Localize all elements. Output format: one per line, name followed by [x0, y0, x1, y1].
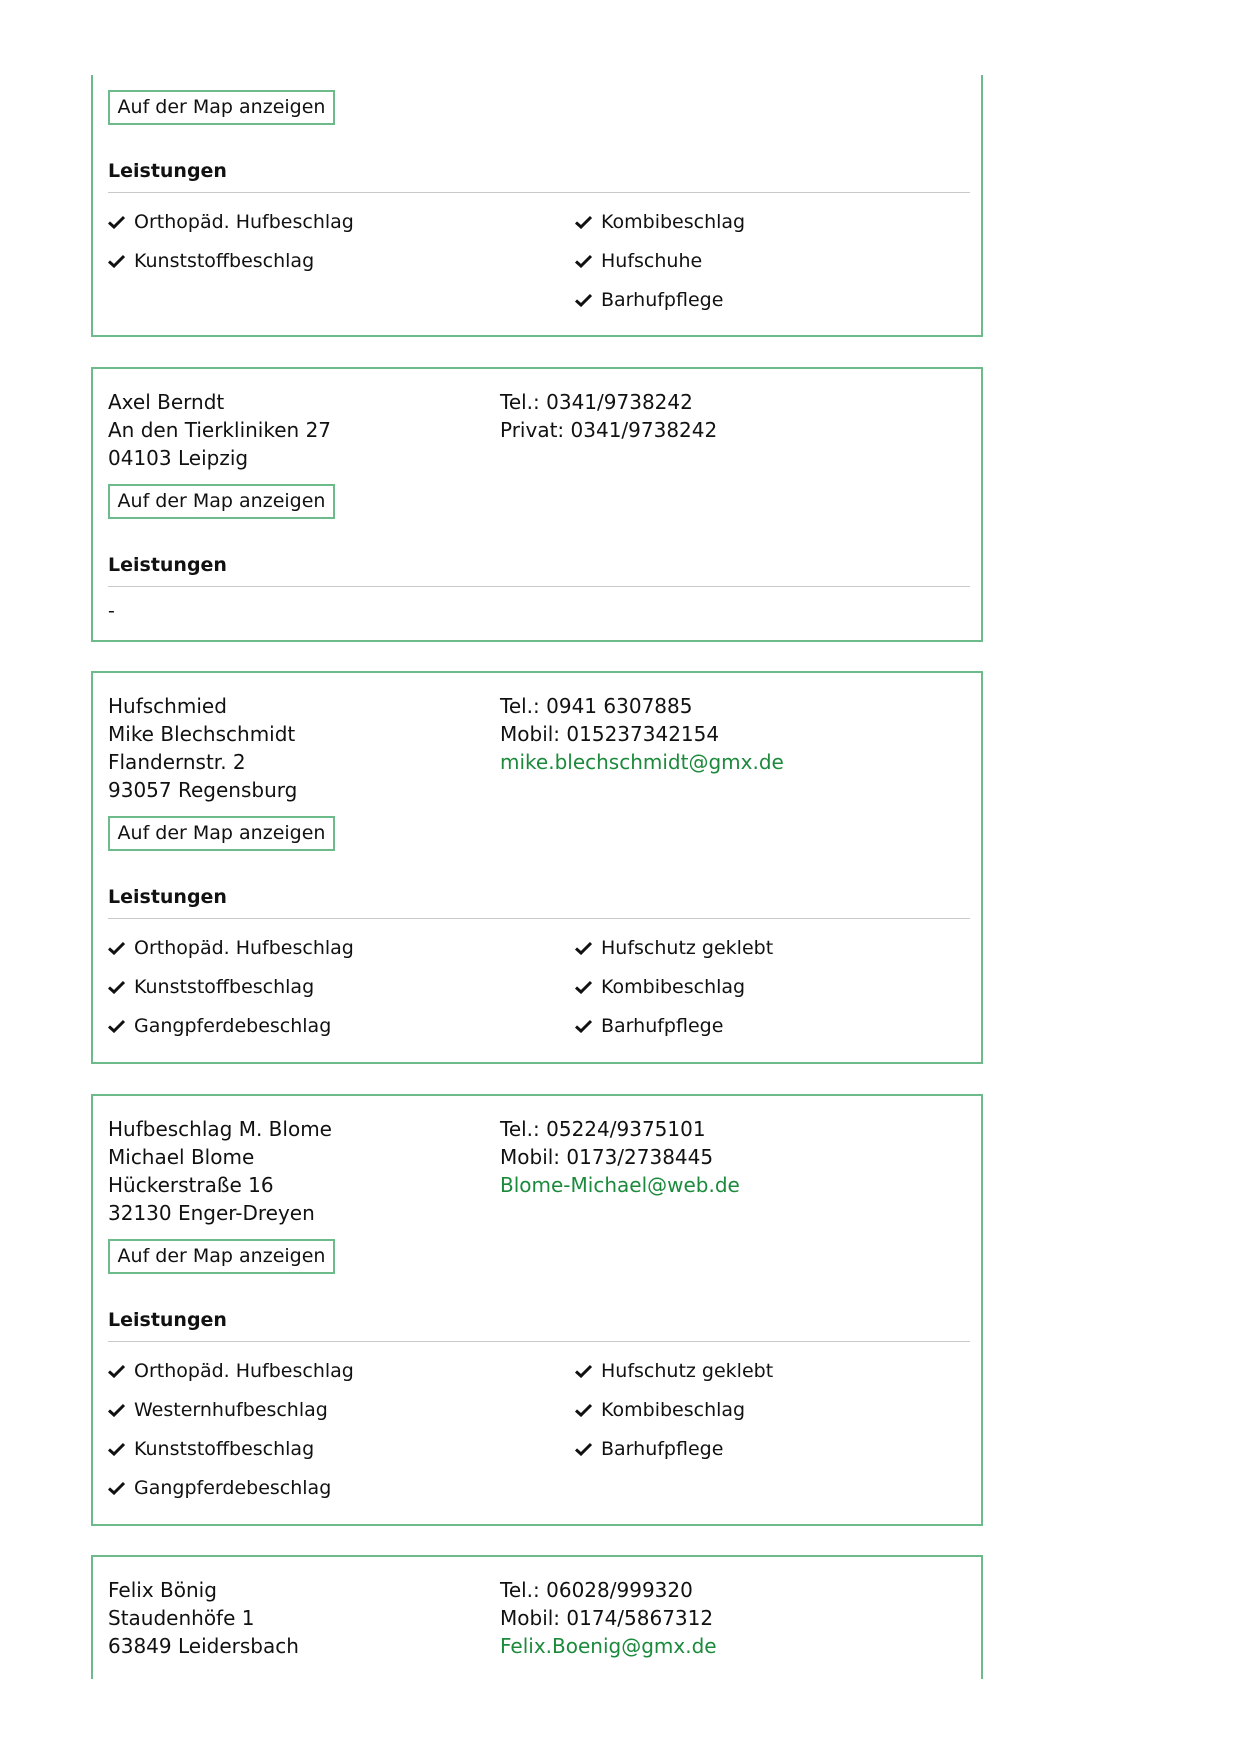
check-icon	[575, 254, 592, 268]
contact-block	[500, 388, 717, 444]
farrier-card: Auf der Map anzeigen Leistungen Orthopäd. Hufbeschlag Kunststoffbeschlag Kombibeschlag Hufschuhe Barhufpflege	[91, 75, 983, 337]
address-line: Staudenhöfe 1	[108, 1606, 255, 1630]
check-icon	[108, 215, 125, 229]
farrier-card: Hufschmied Mike Blechschmidt Flandernstr. 2 93057 Regensburg Tel.: 0941 6307885 Mobil: 015237342154 mike.blechschmidt@gmx.de Auf der Map anzeigen Leistungen Orthopäd. Hufbeschlag Kunststoffbeschlag Gangpferdebeschlag Hufschutz geklebt Kombibeschlag Barhufpflege	[91, 671, 983, 1064]
address-line: Axel Berndt	[108, 390, 225, 414]
check-icon	[108, 1481, 125, 1495]
check-icon	[575, 1403, 592, 1417]
email-link[interactable]: Felix.Boenig@gmx.de	[500, 1634, 717, 1658]
check-icon	[108, 1364, 125, 1378]
address-line: Michael Blome	[108, 1145, 255, 1169]
farrier-card: Hufbeschlag M. Blome Michael Blome Hückerstraße 16 32130 Enger-Dreyen Tel.: 05224/9375101 Mobil: 0173/2738445 Blome-Michael@web.de Auf der Map anzeigen Leistungen Orthopäd. Hufbeschlag Westernhufbeschlag Kunststoffbeschlag Gangpferdebeschlag Hufschutz geklebt Kombibeschlag Barhufpflege	[91, 1094, 983, 1526]
contact-block	[500, 1576, 717, 1660]
address-line: 93057 Regensburg	[108, 778, 298, 802]
show-on-map-button[interactable]: Auf der Map anzeigen	[108, 90, 335, 125]
farrier-card	[91, 1555, 983, 1679]
divider	[108, 192, 970, 193]
address-line: Hufbeschlag M. Blome	[108, 1117, 332, 1141]
show-on-map-button[interactable]: Auf der Map anzeigen	[108, 484, 335, 519]
contact-block	[500, 1115, 740, 1199]
phone: Tel.: 0341/9738242	[500, 390, 693, 414]
divider	[108, 918, 970, 919]
check-icon	[108, 941, 125, 955]
mobile-phone: Mobil: 0174/5867312	[500, 1606, 714, 1630]
check-icon	[575, 1442, 592, 1456]
address-line: Mike Blechschmidt	[108, 722, 296, 746]
contact-block	[500, 692, 784, 776]
check-icon	[108, 1442, 125, 1456]
no-services-placeholder: -	[108, 600, 115, 622]
check-icon	[575, 941, 592, 955]
check-icon	[108, 980, 125, 994]
phone: Tel.: 05224/9375101	[500, 1117, 706, 1141]
address-line: Hückerstraße 16	[108, 1173, 274, 1197]
check-icon	[575, 1364, 592, 1378]
show-on-map-button[interactable]: Auf der Map anzeigen	[108, 1239, 335, 1274]
services-heading: Leistungen	[108, 554, 227, 576]
address-line: Felix Bönig	[108, 1578, 217, 1602]
email-link[interactable]: mike.blechschmidt@gmx.de	[500, 750, 784, 774]
services-heading: Leistungen	[108, 886, 227, 908]
email-link[interactable]: Blome-Michael@web.de	[500, 1173, 740, 1197]
mobile-phone: Mobil: 0173/2738445	[500, 1145, 714, 1169]
address-line: 04103 Leipzig	[108, 446, 249, 470]
address-block	[108, 1576, 299, 1660]
address-block	[108, 388, 331, 472]
check-icon	[575, 293, 592, 307]
address-line: Flandernstr. 2	[108, 750, 246, 774]
check-icon	[575, 1019, 592, 1033]
check-icon	[108, 1019, 125, 1033]
farrier-card	[91, 367, 983, 642]
divider	[108, 1341, 970, 1342]
address-block	[108, 692, 297, 804]
private-phone: Privat: 0341/9738242	[500, 418, 718, 442]
address-line: An den Tierkliniken 27	[108, 418, 332, 442]
address-block	[108, 1115, 332, 1227]
show-on-map-button[interactable]: Auf der Map anzeigen	[108, 816, 335, 851]
address-line: 63849 Leidersbach	[108, 1634, 299, 1658]
divider	[108, 586, 970, 587]
services-heading: Leistungen	[108, 1309, 227, 1331]
check-icon	[108, 1403, 125, 1417]
check-icon	[575, 215, 592, 229]
phone: Tel.: 0941 6307885	[500, 694, 693, 718]
check-icon	[108, 254, 125, 268]
check-icon	[575, 980, 592, 994]
phone: Tel.: 06028/999320	[500, 1578, 693, 1602]
address-line: 32130 Enger-Dreyen	[108, 1201, 315, 1225]
address-line: Hufschmied	[108, 694, 227, 718]
services-heading: Leistungen	[108, 160, 227, 182]
mobile-phone: Mobil: 015237342154	[500, 722, 720, 746]
